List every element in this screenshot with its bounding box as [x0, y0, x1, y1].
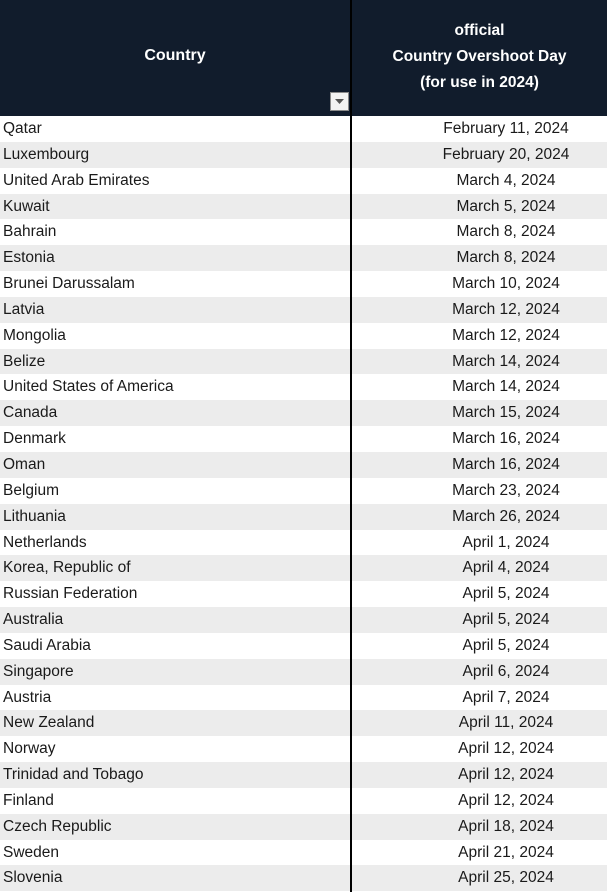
country-cell[interactable]: Finland [3, 791, 54, 809]
table-row[interactable] [0, 736, 607, 762]
overshoot-date-cell[interactable]: March 5, 2024 [456, 197, 556, 215]
column-header-overshoot-day[interactable] [352, 18, 607, 96]
overshoot-date-cell[interactable]: April 5, 2024 [462, 585, 550, 603]
table-row[interactable] [0, 581, 607, 607]
overshoot-date-cell[interactable]: March 12, 2024 [452, 326, 560, 344]
table-row[interactable] [0, 607, 607, 633]
overshoot-date-cell[interactable]: April 7, 2024 [462, 688, 550, 706]
table-row[interactable] [0, 710, 607, 736]
column-header-country[interactable] [0, 0, 350, 116]
table-row[interactable] [0, 194, 607, 220]
overshoot-date-cell[interactable]: April 12, 2024 [458, 740, 554, 758]
table-row[interactable] [0, 659, 607, 685]
table-row[interactable] [0, 219, 607, 245]
table-row[interactable] [0, 297, 607, 323]
table-row[interactable] [0, 426, 607, 452]
column-header-date-line2: Country Overshoot Day [392, 48, 567, 65]
chevron-down-icon [335, 99, 344, 104]
country-cell[interactable]: Canada [3, 404, 58, 422]
country-cell[interactable]: Latvia [3, 300, 45, 318]
table-row[interactable] [0, 788, 607, 814]
country-cell[interactable]: Czech Republic [3, 817, 112, 835]
table-row[interactable] [0, 840, 607, 866]
table-row[interactable] [0, 504, 607, 530]
table-row[interactable] [0, 814, 607, 840]
overshoot-date-cell[interactable]: March 23, 2024 [452, 481, 560, 499]
overshoot-date-cell[interactable]: April 1, 2024 [462, 533, 550, 551]
table-row[interactable] [0, 530, 607, 556]
overshoot-date-cell[interactable]: April 4, 2024 [462, 559, 550, 577]
table-row[interactable] [0, 555, 607, 581]
country-cell[interactable]: Mongolia [3, 326, 66, 344]
table-row[interactable] [0, 400, 607, 426]
country-cell[interactable]: Korea, Republic of [3, 559, 131, 577]
table-row[interactable] [0, 685, 607, 711]
overshoot-date-cell[interactable]: March 4, 2024 [456, 171, 556, 189]
country-cell[interactable]: Oman [3, 455, 46, 473]
overshoot-date-cell[interactable]: March 14, 2024 [452, 352, 560, 370]
overshoot-date-cell[interactable]: April 18, 2024 [458, 817, 554, 835]
country-cell[interactable]: Brunei Darussalam [3, 275, 135, 293]
country-cell[interactable]: Australia [3, 611, 64, 629]
overshoot-date-cell[interactable]: March 14, 2024 [452, 378, 560, 396]
country-cell[interactable]: Qatar [3, 120, 42, 137]
country-cell[interactable]: Estonia [3, 249, 55, 267]
country-cell[interactable]: Slovenia [3, 869, 63, 887]
country-cell[interactable]: Netherlands [3, 533, 87, 551]
table-header [0, 0, 607, 116]
column-header-date-line1: official [454, 22, 505, 39]
column-header-country-label: Country [144, 47, 206, 64]
filter-dropdown-button[interactable] [330, 92, 349, 111]
country-cell[interactable]: Austria [3, 688, 52, 706]
country-cell[interactable]: Lithuania [3, 507, 66, 525]
country-cell[interactable]: Trinidad and Tobago [3, 766, 144, 784]
column-header-date-line3: (for use in 2024) [420, 74, 539, 91]
overshoot-date-cell[interactable]: March 16, 2024 [452, 455, 560, 473]
overshoot-date-cell[interactable]: April 12, 2024 [458, 791, 554, 809]
table-row[interactable] [0, 374, 607, 400]
overshoot-date-cell[interactable]: April 6, 2024 [462, 662, 550, 680]
table-row[interactable] [0, 762, 607, 788]
overshoot-date-cell[interactable]: February 11, 2024 [443, 120, 569, 137]
country-cell[interactable]: Denmark [3, 430, 66, 448]
table-row[interactable] [0, 349, 607, 375]
table-row[interactable] [0, 271, 607, 297]
table-row[interactable] [0, 452, 607, 478]
overshoot-date-cell[interactable]: March 8, 2024 [456, 249, 556, 267]
overshoot-date-cell[interactable]: April 25, 2024 [458, 869, 554, 887]
overshoot-date-cell[interactable]: March 10, 2024 [452, 275, 560, 293]
country-cell[interactable]: Belize [3, 352, 46, 370]
table-row[interactable] [0, 323, 607, 349]
table-body [0, 116, 607, 891]
table-row[interactable] [0, 865, 607, 891]
country-cell[interactable]: Sweden [3, 843, 60, 861]
table-row[interactable] [0, 633, 607, 659]
overshoot-date-cell[interactable]: February 20, 2024 [442, 145, 570, 163]
overshoot-date-cell[interactable]: March 16, 2024 [452, 430, 560, 448]
overshoot-date-cell[interactable]: April 21, 2024 [458, 843, 554, 861]
country-cell[interactable]: Saudi Arabia [3, 636, 91, 654]
overshoot-date-cell[interactable]: April 5, 2024 [462, 611, 550, 629]
table-row[interactable] [0, 245, 607, 271]
country-cell[interactable]: Kuwait [3, 197, 50, 215]
country-cell[interactable]: Russian Federation [3, 585, 138, 603]
overshoot-date-cell[interactable]: April 11, 2024 [458, 714, 554, 732]
country-cell[interactable]: Belgium [3, 481, 59, 499]
table-row[interactable] [0, 168, 607, 194]
column-divider [350, 0, 352, 892]
overshoot-date-cell[interactable]: March 15, 2024 [452, 404, 560, 422]
country-cell[interactable]: Bahrain [3, 223, 57, 241]
overshoot-date-cell[interactable]: April 12, 2024 [458, 766, 554, 784]
country-cell[interactable]: Singapore [3, 662, 74, 680]
table-row[interactable] [0, 116, 607, 142]
overshoot-date-cell[interactable]: March 8, 2024 [456, 223, 556, 241]
overshoot-date-cell[interactable]: March 12, 2024 [452, 300, 560, 318]
overshoot-date-cell[interactable]: April 5, 2024 [462, 636, 550, 654]
country-cell[interactable]: United Arab Emirates [3, 171, 150, 189]
table-row[interactable] [0, 142, 607, 168]
table-row[interactable] [0, 478, 607, 504]
country-cell[interactable]: United States of America [3, 378, 174, 396]
country-cell[interactable]: New Zealand [3, 714, 95, 732]
overshoot-date-cell[interactable]: March 26, 2024 [452, 507, 560, 525]
country-cell[interactable]: Luxembourg [3, 145, 90, 163]
country-cell[interactable]: Norway [3, 740, 56, 758]
